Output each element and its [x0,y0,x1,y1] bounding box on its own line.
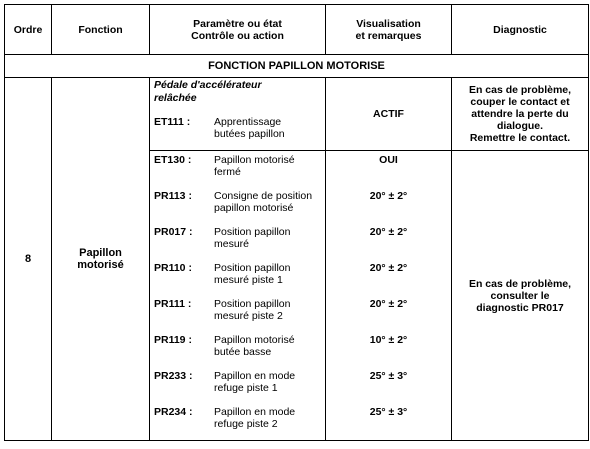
param-label-line2: refuge piste 2 [214,418,278,430]
block1-value: ACTIF [326,78,452,151]
param-row [150,154,325,190]
header-fonction: Fonction [52,5,150,55]
block2-diagnostic [452,151,589,441]
param-value: 20° ± 2° [369,298,408,310]
block1-diag-line: dialogue. [496,120,544,132]
param-row [150,406,325,440]
block1-diag-line: Remettre le contact. [469,132,571,144]
param-label-line1: Papillon motorisé [214,334,295,346]
section-title: FONCTION PAPILLON MOTORISE [5,55,589,78]
block2-diag-line: consulter le [490,289,550,302]
block1-row [5,78,589,151]
param-row [150,226,325,262]
param-label [214,226,325,250]
header-parametre [150,5,326,55]
param-value: OUI [379,154,398,166]
header-visualisation-line2: et remarques [355,29,422,42]
block1-label-line2: butées papillon [214,128,285,140]
param-label [214,370,325,394]
param-value: 20° ± 2° [369,190,408,202]
param-row [150,334,325,370]
block2-diag-line: diagnostic PR017 [476,301,564,314]
fonction-line1: Papillon [79,247,122,259]
header-parametre-line2: Contrôle ou action [191,29,284,42]
param-code: ET130 : [154,154,192,166]
param-code: PR234 : [154,406,193,418]
param-value: 10° ± 2° [369,334,408,346]
param-label [214,154,325,178]
param-label [214,334,325,358]
block1-diag-line: En cas de problème, [468,84,572,96]
block1-label [214,116,325,140]
block1-diag-line: attendre la perte du [471,108,569,120]
param-label-line1: Position papillon [214,298,291,310]
param-value: 20° ± 2° [369,262,408,274]
header-visualisation [326,5,452,55]
header-diagnostic: Diagnostic [452,5,589,55]
param-label-line1: Papillon en mode [214,370,296,382]
param-label-line2: refuge piste 1 [214,382,278,394]
ordre-value: 8 [5,78,52,441]
param-label [214,190,325,214]
param-code: PR017 : [154,226,193,238]
param-label-line1: Position papillon [214,262,291,274]
param-value: 25° ± 3° [369,370,408,382]
param-label-line1: Position papillon [214,226,291,238]
section-row [5,55,589,78]
block1-intro-line1: Pédale d'accélérateur [154,79,262,91]
param-row [150,262,325,298]
block1-intro-line2: relâchée [154,92,197,104]
header-row [5,5,589,55]
block1-param-row [150,116,325,140]
param-label-line2: butée basse [214,346,272,358]
param-value: 25° ± 3° [369,406,408,418]
param-code: PR113 : [154,190,192,202]
block1-code: ET111 : [154,116,191,128]
param-label-line1: Papillon motorisé [214,154,295,166]
param-row [150,370,325,406]
param-code: PR110 : [154,262,192,274]
header-visualisation-line1: Visualisation [356,17,421,30]
param-code: PR233 : [154,370,193,382]
param-label [214,298,325,322]
param-label-line1: Consigne de position [214,190,313,202]
param-label-line2: mesuré [214,238,250,250]
block2-parametres [150,151,326,441]
param-row [150,190,325,226]
fonction-line2: motorisé [77,259,124,271]
param-row [150,298,325,334]
block1-diag-line: couper le contact et [470,96,570,108]
param-label-line2: fermé [214,166,241,178]
header-ordre: Ordre [5,5,52,55]
param-code: PR119 : [154,334,192,346]
param-label-line2: mesuré piste 1 [214,274,283,286]
block1-diagnostic [452,78,589,151]
block2-values [326,151,452,441]
diagnostic-table [4,4,589,441]
header-parametre-line1: Paramètre ou état [193,17,282,30]
fonction-value [52,78,150,441]
param-value: 20° ± 2° [369,226,408,238]
block2-diag-line: En cas de problème, [468,277,572,290]
block1-label-line1: Apprentissage [214,116,282,128]
param-label [214,406,325,430]
block1-parametre [150,78,326,151]
param-label-line2: mesuré piste 2 [214,310,283,322]
param-label [214,262,325,286]
param-label-line2: papillon motorisé [214,202,294,214]
param-code: PR111 : [154,298,192,310]
param-label-line1: Papillon en mode [214,406,296,418]
